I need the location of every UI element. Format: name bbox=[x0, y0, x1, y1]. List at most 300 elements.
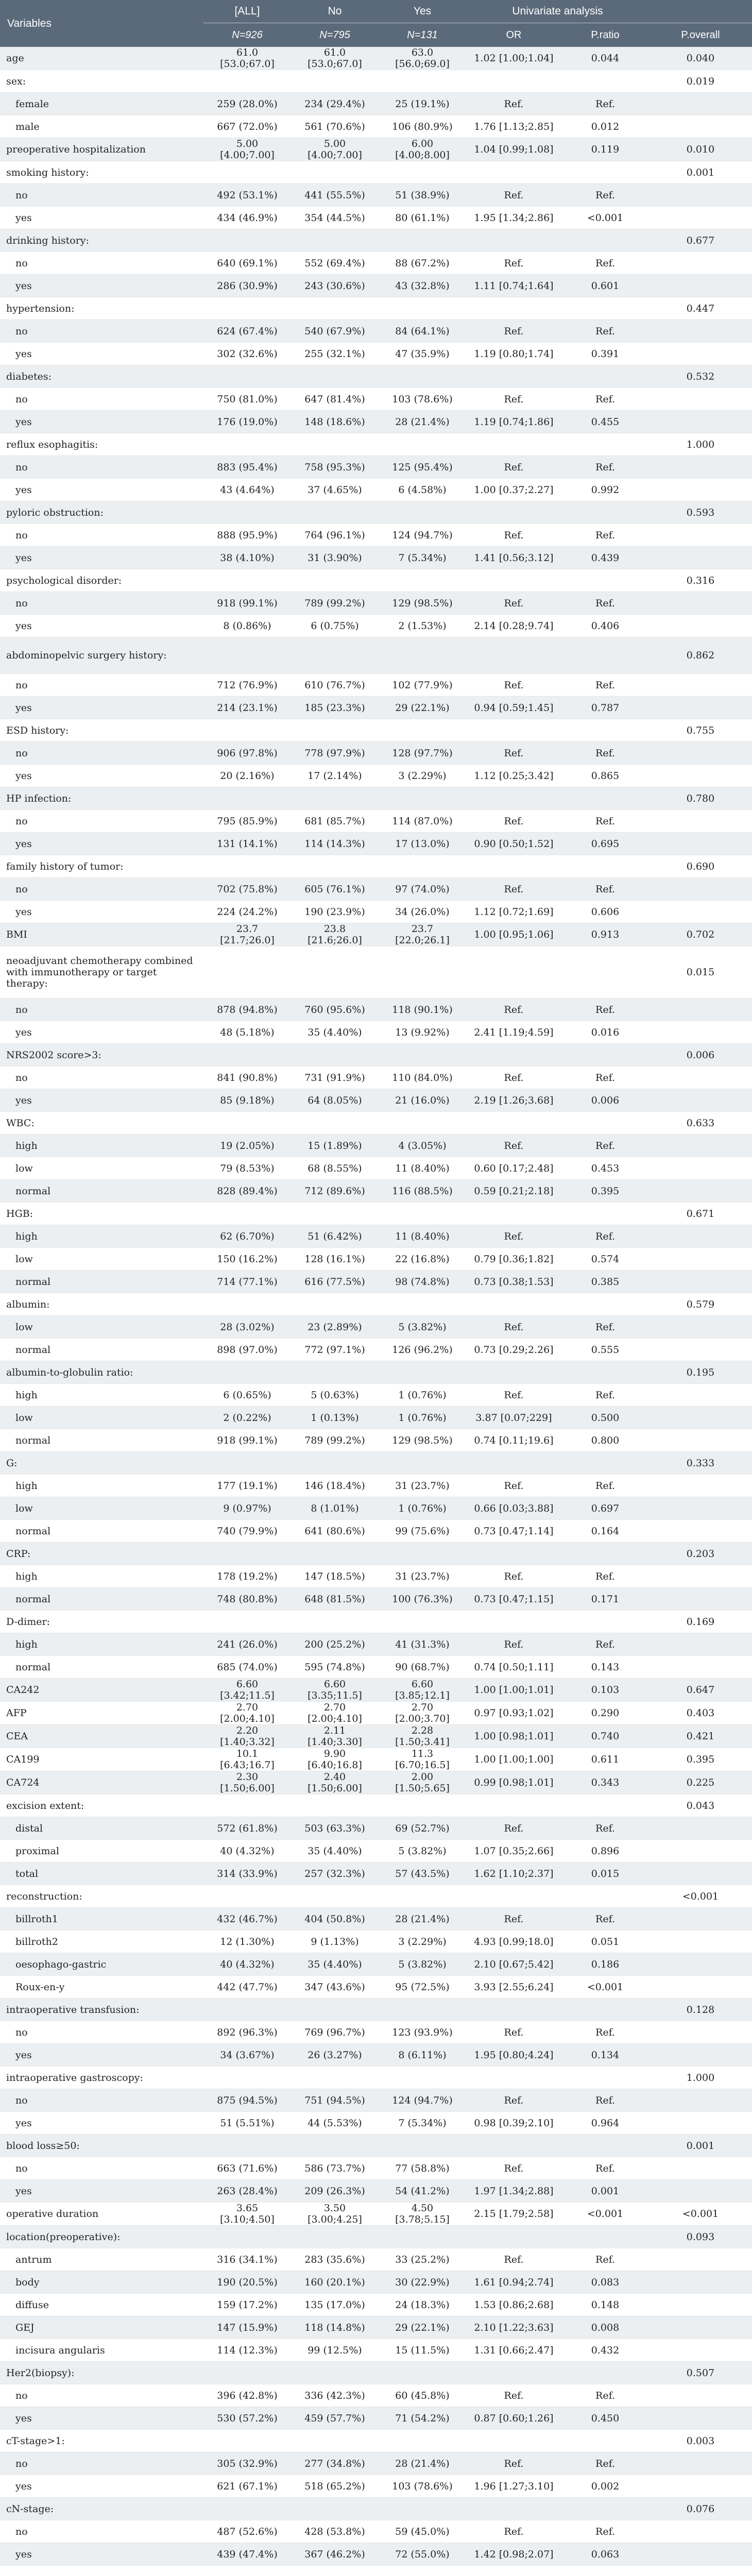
cell-yes: 2.28 [1.50;3.41] bbox=[379, 1725, 466, 1748]
cell-or bbox=[466, 433, 561, 456]
cell-no: 99 (12.5%) bbox=[291, 2339, 379, 2362]
row-label: no bbox=[0, 2089, 203, 2112]
cell-p-overall bbox=[649, 998, 752, 1021]
cell-p-ratio: Ref. bbox=[561, 810, 649, 833]
cell-no: 135 (17.0%) bbox=[291, 2294, 379, 2316]
table-row-level bbox=[0, 697, 752, 719]
cell-p-overall bbox=[649, 524, 752, 547]
cell-no bbox=[291, 1543, 379, 1565]
cell-all bbox=[203, 855, 291, 878]
cell-no: 586 (73.7%) bbox=[291, 2157, 379, 2180]
cell-all bbox=[203, 161, 291, 184]
row-label: no bbox=[0, 252, 203, 275]
cell-no: 234 (29.4%) bbox=[291, 93, 379, 115]
cell-p-overall: 0.862 bbox=[649, 637, 752, 674]
row-label: oesophago-gastric bbox=[0, 1953, 203, 1976]
cell-all: 10.1 [6.43;16.7] bbox=[203, 1748, 291, 1771]
cell-yes bbox=[379, 1885, 466, 1908]
header-p-ratio: P.ratio bbox=[561, 23, 649, 47]
cell-all bbox=[203, 501, 291, 524]
cell-or: 1.12 [0.25;3.42] bbox=[466, 765, 561, 787]
cell-no: 5.00 [4.00;7.00] bbox=[291, 138, 379, 161]
cell-no bbox=[291, 433, 379, 456]
table-row-level bbox=[0, 2316, 752, 2339]
cell-or bbox=[466, 1794, 561, 1817]
header-yes: Yes bbox=[379, 0, 466, 23]
table-row-level bbox=[0, 1908, 752, 1930]
cell-or: 3.93 [2.55;6.24] bbox=[466, 1976, 561, 1998]
cell-or bbox=[466, 1885, 561, 1908]
cell-yes: 7 (5.34%) bbox=[379, 547, 466, 569]
cell-p-overall: 0.593 bbox=[649, 501, 752, 524]
cell-all: 918 (99.1%) bbox=[203, 592, 291, 615]
cell-p-ratio bbox=[561, 1112, 649, 1134]
cell-all: 748 (80.8%) bbox=[203, 1588, 291, 1611]
cell-p-overall: 0.001 bbox=[649, 161, 752, 184]
cell-p-overall bbox=[649, 1475, 752, 1497]
cell-p-ratio bbox=[561, 946, 649, 998]
cell-or: 2.15 [1.79;2.58] bbox=[466, 2202, 561, 2226]
header-or: OR bbox=[466, 23, 561, 47]
cell-or: Ref. bbox=[466, 1134, 561, 1157]
cell-no: 540 (67.9%) bbox=[291, 320, 379, 343]
cell-p-overall: 0.040 bbox=[649, 47, 752, 70]
cell-p-overall bbox=[649, 2089, 752, 2112]
cell-p-ratio: 0.455 bbox=[561, 411, 649, 433]
header-no: No bbox=[291, 0, 379, 23]
cell-p-overall: 0.010 bbox=[649, 138, 752, 161]
cell-all bbox=[203, 1293, 291, 1316]
cell-or: 1.04 [0.99;1.08] bbox=[466, 138, 561, 161]
table-row-level bbox=[0, 388, 752, 411]
cell-yes: 6.00 [4.00;8.00] bbox=[379, 138, 466, 161]
table-row-level bbox=[0, 207, 752, 229]
cell-no bbox=[291, 1112, 379, 1134]
cell-yes bbox=[379, 1543, 466, 1565]
cell-all: 62 (6.70%) bbox=[203, 1225, 291, 1248]
cell-p-overall: 0.019 bbox=[649, 70, 752, 93]
cell-p-ratio: Ref. bbox=[561, 674, 649, 697]
row-label: G: bbox=[0, 1452, 203, 1475]
cell-p-ratio: Ref. bbox=[561, 2157, 649, 2180]
row-label: yes bbox=[0, 207, 203, 229]
cell-all: 432 (46.7%) bbox=[203, 1908, 291, 1930]
table-row-variable bbox=[0, 501, 752, 524]
cell-no: 518 (65.2%) bbox=[291, 2475, 379, 2498]
table-row-level bbox=[0, 275, 752, 297]
cell-all: 621 (67.1%) bbox=[203, 2475, 291, 2498]
cell-yes bbox=[379, 1998, 466, 2021]
cell-or bbox=[466, 1543, 561, 1565]
table-row-variable bbox=[0, 569, 752, 592]
cell-p-ratio bbox=[561, 2430, 649, 2452]
cell-all: 316 (34.1%) bbox=[203, 2248, 291, 2271]
cell-p-ratio: Ref. bbox=[561, 1134, 649, 1157]
cell-p-ratio: Ref. bbox=[561, 2021, 649, 2044]
row-label: low bbox=[0, 1316, 203, 1338]
table-row-variable bbox=[0, 1725, 752, 1748]
cell-all: 750 (81.0%) bbox=[203, 388, 291, 411]
cell-yes: 69 (52.7%) bbox=[379, 1817, 466, 1840]
cell-or: 1.31 [0.66;2.47] bbox=[466, 2339, 561, 2362]
cell-p-overall bbox=[649, 1497, 752, 1520]
cell-no: 31 (3.90%) bbox=[291, 547, 379, 569]
cell-or: 0.99 [0.98;1.01] bbox=[466, 1771, 561, 1794]
cell-all: 28 (3.02%) bbox=[203, 1316, 291, 1338]
cell-yes: 43 (32.8%) bbox=[379, 275, 466, 297]
cell-yes bbox=[379, 229, 466, 252]
cell-yes: 11 (8.40%) bbox=[379, 1157, 466, 1180]
cell-p-ratio: Ref. bbox=[561, 184, 649, 207]
cell-p-overall bbox=[649, 1338, 752, 1361]
cell-all: 795 (85.9%) bbox=[203, 810, 291, 833]
row-label: no bbox=[0, 2021, 203, 2044]
cell-p-ratio bbox=[561, 1885, 649, 1908]
table-header bbox=[0, 0, 752, 47]
cell-yes: 28 (21.4%) bbox=[379, 2452, 466, 2475]
cell-or bbox=[466, 637, 561, 674]
table-row-level bbox=[0, 765, 752, 787]
table-row-variable bbox=[0, 47, 752, 70]
cell-p-overall bbox=[649, 93, 752, 115]
cell-or: Ref. bbox=[466, 742, 561, 765]
cell-or bbox=[466, 1998, 561, 2021]
cell-p-overall bbox=[649, 184, 752, 207]
cell-p-ratio: Ref. bbox=[561, 1908, 649, 1930]
cell-p-overall bbox=[649, 878, 752, 901]
cell-no: 277 (34.8%) bbox=[291, 2452, 379, 2475]
table-row-variable bbox=[0, 2134, 752, 2157]
cell-p-ratio bbox=[561, 297, 649, 320]
cell-p-overall bbox=[649, 2407, 752, 2430]
cell-p-overall bbox=[649, 1406, 752, 1429]
cell-no: 185 (23.3%) bbox=[291, 697, 379, 719]
cell-p-ratio: 0.044 bbox=[561, 47, 649, 70]
cell-p-overall bbox=[649, 1817, 752, 1840]
cell-p-overall: 0.015 bbox=[649, 946, 752, 998]
cell-or: Ref. bbox=[466, 2384, 561, 2407]
cell-p-overall: 0.579 bbox=[649, 1293, 752, 1316]
cell-no: 243 (30.6%) bbox=[291, 275, 379, 297]
table-row-variable bbox=[0, 1452, 752, 1475]
cell-or: 1.61 [0.94;2.74] bbox=[466, 2271, 561, 2294]
cell-p-ratio: 0.391 bbox=[561, 343, 649, 365]
cell-p-ratio: 0.385 bbox=[561, 1270, 649, 1293]
row-label: no bbox=[0, 998, 203, 1021]
row-label: yes bbox=[0, 765, 203, 787]
cell-yes bbox=[379, 1794, 466, 1817]
cell-yes: 33 (25.2%) bbox=[379, 2248, 466, 2271]
cell-p-overall bbox=[649, 1021, 752, 1044]
cell-all: 5.00 [4.00;7.00] bbox=[203, 138, 291, 161]
cell-p-ratio bbox=[561, 1044, 649, 1066]
row-label: Roux-en-y bbox=[0, 1976, 203, 1998]
cell-no: 35 (4.40%) bbox=[291, 1840, 379, 1862]
row-label: high bbox=[0, 1134, 203, 1157]
cell-yes bbox=[379, 637, 466, 674]
cell-yes: 124 (94.7%) bbox=[379, 524, 466, 547]
cell-or: Ref. bbox=[466, 2157, 561, 2180]
cell-no: 255 (32.1%) bbox=[291, 343, 379, 365]
cell-no: 44 (5.53%) bbox=[291, 2112, 379, 2134]
table-row-level bbox=[0, 2543, 752, 2566]
cell-yes: 28 (21.4%) bbox=[379, 411, 466, 433]
cell-all: 883 (95.4%) bbox=[203, 456, 291, 479]
cell-p-ratio: <0.001 bbox=[561, 1976, 649, 1998]
table-row-level bbox=[0, 2520, 752, 2543]
cell-no: 2.70 [2.00;4.10] bbox=[291, 1702, 379, 1725]
cell-or: Ref. bbox=[466, 1316, 561, 1338]
cell-yes: 31 (23.7%) bbox=[379, 1565, 466, 1588]
cell-or: 0.60 [0.17;2.48] bbox=[466, 1157, 561, 1180]
cell-all: 8 (0.86%) bbox=[203, 615, 291, 637]
cell-yes: 5 (3.82%) bbox=[379, 1840, 466, 1862]
table-row-level bbox=[0, 1520, 752, 1543]
cell-all: 190 (20.5%) bbox=[203, 2271, 291, 2294]
cell-all: 224 (24.2%) bbox=[203, 901, 291, 923]
cell-no: 681 (85.7%) bbox=[291, 810, 379, 833]
cell-yes: 102 (77.9%) bbox=[379, 674, 466, 697]
cell-p-ratio: 0.119 bbox=[561, 138, 649, 161]
cell-or: 3.87 [0.07;229] bbox=[466, 1406, 561, 1429]
cell-all: 888 (95.9%) bbox=[203, 524, 291, 547]
table-row-variable bbox=[0, 637, 752, 674]
cell-yes: 100 (76.3%) bbox=[379, 1588, 466, 1611]
row-label: neoadjuvant chemotherapy combined with immunotherapy or target therapy: bbox=[0, 946, 203, 998]
cell-p-overall: 1.000 bbox=[649, 433, 752, 456]
cell-or bbox=[466, 1293, 561, 1316]
cell-or: 0.73 [0.47;1.14] bbox=[466, 1520, 561, 1543]
cell-p-overall bbox=[649, 275, 752, 297]
table-row-level bbox=[0, 1157, 752, 1180]
row-label: normal bbox=[0, 1656, 203, 1679]
cell-p-overall bbox=[649, 1089, 752, 1112]
table-row-level bbox=[0, 1338, 752, 1361]
cell-yes: 97 (74.0%) bbox=[379, 878, 466, 901]
cell-p-ratio: 0.143 bbox=[561, 1656, 649, 1679]
cell-or: 1.53 [0.86;2.68] bbox=[466, 2294, 561, 2316]
cell-p-ratio: 0.695 bbox=[561, 833, 649, 855]
table-row-level bbox=[0, 1089, 752, 1112]
table-row-variable bbox=[0, 433, 752, 456]
cell-no: 68 (8.55%) bbox=[291, 1157, 379, 1180]
cell-yes: 3 (2.29%) bbox=[379, 1930, 466, 1953]
table-row-variable bbox=[0, 719, 752, 742]
cell-p-ratio: 0.800 bbox=[561, 1429, 649, 1452]
cell-or: 0.73 [0.38;1.53] bbox=[466, 1270, 561, 1293]
cell-no: 37 (4.65%) bbox=[291, 479, 379, 501]
table-row-variable bbox=[0, 2362, 752, 2384]
cell-all: 898 (97.0%) bbox=[203, 1338, 291, 1361]
cell-all: 875 (94.5%) bbox=[203, 2089, 291, 2112]
cell-p-ratio: 0.012 bbox=[561, 115, 649, 138]
cell-all: 40 (4.32%) bbox=[203, 1953, 291, 1976]
table-row-level bbox=[0, 115, 752, 138]
row-label: albumin-to-globulin ratio: bbox=[0, 1361, 203, 1384]
cell-no bbox=[291, 2362, 379, 2384]
cell-or bbox=[466, 229, 561, 252]
cell-all bbox=[203, 1794, 291, 1817]
cell-p-overall bbox=[649, 1066, 752, 1089]
row-label: ESD history: bbox=[0, 719, 203, 742]
cell-or bbox=[466, 855, 561, 878]
cell-all bbox=[203, 433, 291, 456]
cell-all bbox=[203, 229, 291, 252]
cell-p-ratio: 0.500 bbox=[561, 1406, 649, 1429]
cell-no: 61.0 [53.0;67.0] bbox=[291, 47, 379, 70]
table-row-level bbox=[0, 320, 752, 343]
cell-no: 5 (0.63%) bbox=[291, 1384, 379, 1406]
cell-p-overall: 0.169 bbox=[649, 1611, 752, 1633]
cell-all: 918 (99.1%) bbox=[203, 1429, 291, 1452]
table-row-level bbox=[0, 2339, 752, 2362]
header-variables: Variables bbox=[0, 0, 203, 47]
table-row-level bbox=[0, 1656, 752, 1679]
table-row-variable bbox=[0, 1679, 752, 1702]
cell-p-overall bbox=[649, 1248, 752, 1270]
table-row-variable bbox=[0, 946, 752, 998]
cell-all: 19 (2.05%) bbox=[203, 1134, 291, 1157]
cell-yes: 124 (94.7%) bbox=[379, 2089, 466, 2112]
row-label: CA199 bbox=[0, 1748, 203, 1771]
cell-or: 2.19 [1.26;3.68] bbox=[466, 1089, 561, 1112]
row-label: excision extent: bbox=[0, 1794, 203, 1817]
cell-yes: 129 (98.5%) bbox=[379, 1429, 466, 1452]
cell-or bbox=[466, 787, 561, 810]
cell-p-ratio: Ref. bbox=[561, 252, 649, 275]
cell-p-ratio: 0.290 bbox=[561, 1702, 649, 1725]
cell-all bbox=[203, 2498, 291, 2520]
cell-or bbox=[466, 1202, 561, 1225]
cell-or: Ref. bbox=[466, 878, 561, 901]
cell-no bbox=[291, 2226, 379, 2248]
cell-p-ratio bbox=[561, 433, 649, 456]
cell-or: 0.98 [0.39;2.10] bbox=[466, 2112, 561, 2134]
cell-p-overall: 0.507 bbox=[649, 2362, 752, 2384]
cell-or bbox=[466, 1452, 561, 1475]
cell-p-ratio: 0.063 bbox=[561, 2543, 649, 2566]
row-label: yes bbox=[0, 2112, 203, 2134]
cell-or: Ref. bbox=[466, 1066, 561, 1089]
cell-p-ratio: Ref. bbox=[561, 1817, 649, 1840]
cell-or bbox=[466, 2134, 561, 2157]
cell-p-ratio bbox=[561, 2498, 649, 2520]
cell-p-ratio: 0.439 bbox=[561, 547, 649, 569]
cell-or: Ref. bbox=[466, 1384, 561, 1406]
table-row-level bbox=[0, 252, 752, 275]
cell-p-ratio: Ref. bbox=[561, 524, 649, 547]
cell-all: 40 (4.32%) bbox=[203, 1840, 291, 1862]
cell-p-ratio: 0.006 bbox=[561, 1089, 649, 1112]
cell-all bbox=[203, 2066, 291, 2089]
row-label: sex: bbox=[0, 70, 203, 93]
cell-p-overall bbox=[649, 2384, 752, 2407]
table-row-variable bbox=[0, 1611, 752, 1633]
cell-all: 147 (15.9%) bbox=[203, 2316, 291, 2339]
header-all-n: N=926 bbox=[203, 23, 291, 47]
table-row-level bbox=[0, 1976, 752, 1998]
cell-or: 1.41 [0.56;3.12] bbox=[466, 547, 561, 569]
cell-yes: 57 (43.5%) bbox=[379, 1862, 466, 1885]
cell-p-ratio: 0.016 bbox=[561, 1021, 649, 1044]
row-label: diabetes: bbox=[0, 365, 203, 388]
cell-all: 302 (32.6%) bbox=[203, 343, 291, 365]
cell-or bbox=[466, 569, 561, 592]
table-row-level bbox=[0, 2089, 752, 2112]
cell-all: 114 (12.3%) bbox=[203, 2339, 291, 2362]
cell-all: 572 (61.8%) bbox=[203, 1817, 291, 1840]
cell-no: 789 (99.2%) bbox=[291, 1429, 379, 1452]
cell-no: 146 (18.4%) bbox=[291, 1475, 379, 1497]
table-row-level bbox=[0, 1840, 752, 1862]
row-label: low bbox=[0, 1497, 203, 1520]
table-row-variable bbox=[0, 1202, 752, 1225]
cell-or: 1.12 [0.72;1.69] bbox=[466, 901, 561, 923]
row-label: yes bbox=[0, 833, 203, 855]
cell-p-overall bbox=[649, 2339, 752, 2362]
cell-yes: 103 (78.6%) bbox=[379, 2475, 466, 2498]
row-label: pyloric obstruction: bbox=[0, 501, 203, 524]
table-row-level bbox=[0, 2248, 752, 2271]
cell-no: 9.90 [6.40;16.8] bbox=[291, 1748, 379, 1771]
row-label: billroth1 bbox=[0, 1908, 203, 1930]
row-label: no bbox=[0, 810, 203, 833]
header-univariate: Univariate analysis bbox=[466, 0, 649, 23]
cell-yes: 54 (41.2%) bbox=[379, 2180, 466, 2202]
header-all: [ALL] bbox=[203, 0, 291, 23]
cell-no bbox=[291, 569, 379, 592]
row-label: hypertension: bbox=[0, 297, 203, 320]
cell-no: 190 (23.9%) bbox=[291, 901, 379, 923]
cell-or: 4.93 [0.99;18.0] bbox=[466, 1930, 561, 1953]
table-row-variable bbox=[0, 1794, 752, 1817]
cell-p-overall bbox=[649, 2294, 752, 2316]
table-row-level bbox=[0, 2044, 752, 2066]
row-label: high bbox=[0, 1475, 203, 1497]
cell-yes: 47 (35.9%) bbox=[379, 343, 466, 365]
cell-yes: 106 (80.9%) bbox=[379, 115, 466, 138]
cell-no: 789 (99.2%) bbox=[291, 592, 379, 615]
cell-no: 15 (1.89%) bbox=[291, 1134, 379, 1157]
cell-yes: 41 (31.3%) bbox=[379, 1633, 466, 1656]
cell-p-ratio bbox=[561, 70, 649, 93]
cell-no bbox=[291, 2430, 379, 2452]
cell-or: 1.96 [1.27;3.10] bbox=[466, 2475, 561, 2498]
table-row-level bbox=[0, 547, 752, 569]
table-row-level bbox=[0, 592, 752, 615]
cell-all: 38 (4.10%) bbox=[203, 547, 291, 569]
cell-no: 1 (0.13%) bbox=[291, 1406, 379, 1429]
table-row-level bbox=[0, 1565, 752, 1588]
cell-p-ratio: <0.001 bbox=[561, 2202, 649, 2226]
cell-p-ratio: Ref. bbox=[561, 456, 649, 479]
table-row-variable bbox=[0, 1293, 752, 1316]
cell-yes bbox=[379, 70, 466, 93]
cell-p-ratio: 0.432 bbox=[561, 2339, 649, 2362]
cell-p-overall bbox=[649, 1157, 752, 1180]
row-label: cT-stage>1: bbox=[0, 2430, 203, 2452]
cell-or: 1.00 [1.00;1.00] bbox=[466, 1748, 561, 1771]
table-row-level bbox=[0, 184, 752, 207]
cell-yes: 116 (88.5%) bbox=[379, 1180, 466, 1202]
cell-or: Ref. bbox=[466, 320, 561, 343]
row-label: reflux esophagitis: bbox=[0, 433, 203, 456]
cell-no: 731 (91.9%) bbox=[291, 1066, 379, 1089]
cell-all: 624 (67.4%) bbox=[203, 320, 291, 343]
cell-yes: 80 (61.1%) bbox=[379, 207, 466, 229]
table-row-level bbox=[0, 2294, 752, 2316]
cell-p-overall bbox=[649, 2112, 752, 2134]
